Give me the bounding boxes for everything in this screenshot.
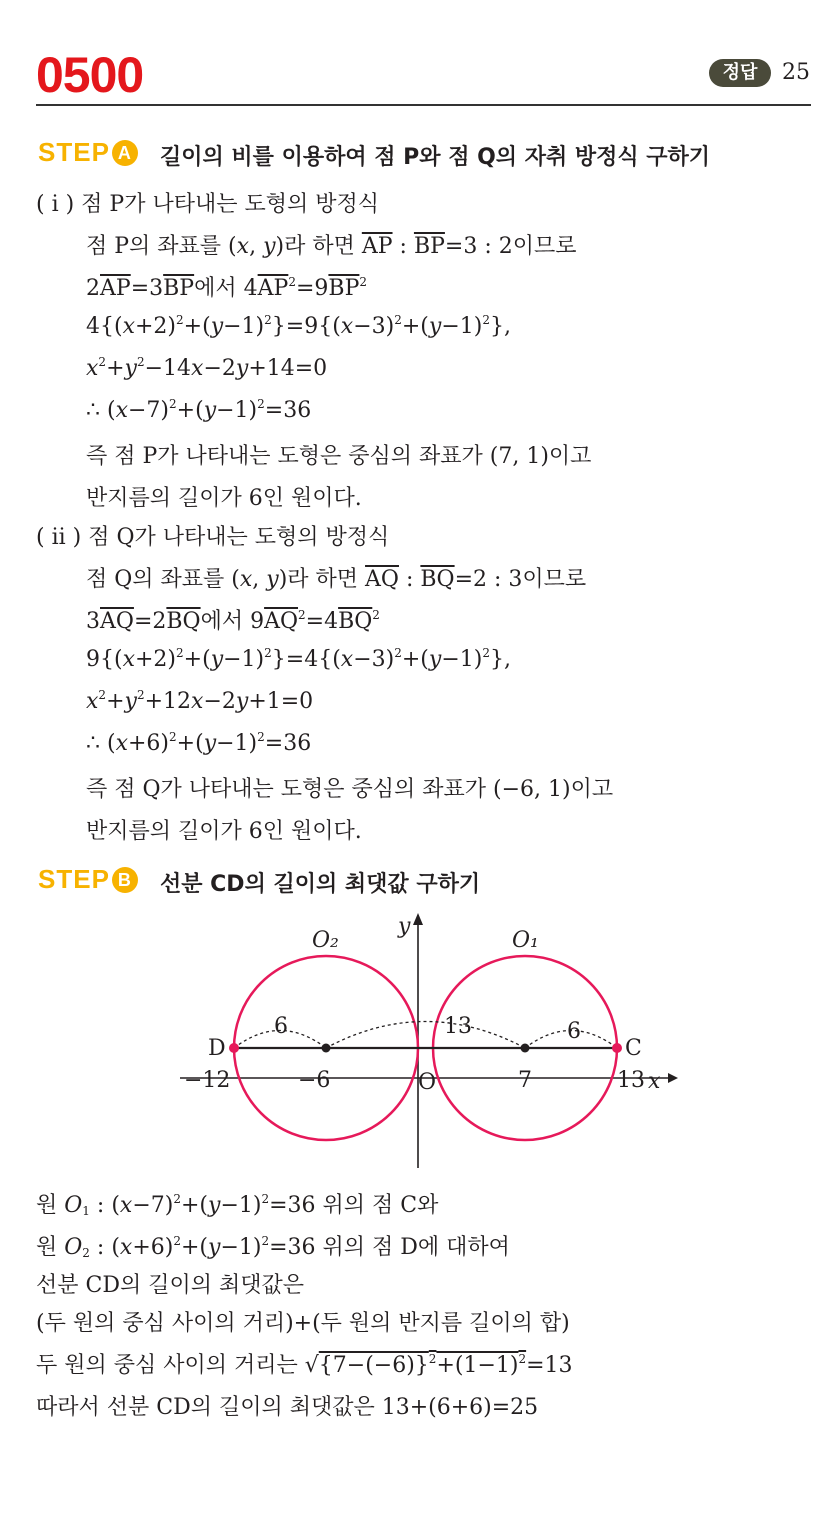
- dist-arc-mid: [326, 1022, 525, 1049]
- step-b-label: STEP B: [38, 864, 138, 895]
- label-o1: O₁: [512, 928, 539, 953]
- step-a-line: 점 Q의 좌표를 (x, y)라 하면 $\overline{AQ}$ : $\overline{BQ}=2$ : 3이므로: [86, 567, 587, 592]
- label-dist-right: 6: [567, 1019, 581, 1044]
- step-b-line: 두 원의 중심 사이의 거리는 $√\{7-(-6)\}^2+(1-1)^2=13$: [36, 1352, 573, 1378]
- point-d: [229, 1043, 239, 1053]
- label-origin: O: [418, 1070, 437, 1095]
- center-o1-point: [521, 1044, 530, 1053]
- label-dist-left: 6: [274, 1014, 288, 1039]
- step-a-title: 길이의 비를 이용하여 점 P와 점 Q의 자취 방정식 구하기: [160, 145, 711, 170]
- answer-value: 25: [782, 60, 810, 85]
- step-b-line: 선분 CD의 길이의 최댓값은: [36, 1273, 304, 1298]
- step-b-letter: B: [112, 867, 138, 893]
- step-a-line: ( i ) 점 P가 나타내는 도형의 방정식: [36, 192, 379, 217]
- center-o2-point: [322, 1044, 331, 1053]
- label-o2: O₂: [312, 928, 339, 953]
- point-c: [612, 1043, 622, 1053]
- step-a-line: $9\{(x+2)^2+(y-1)^2\}=4\{(x-3)^2+(y-1)^2\}$,: [86, 646, 511, 672]
- step-b-line: 원 $O_2$ : $(x+6)^2+(y-1)^2=36$ 위의 점 D에 대하여: [36, 1234, 510, 1260]
- step-a-line: ∴ $(x+6)^2+(y-1)^2=36$: [86, 730, 312, 756]
- circles-figure: [170, 905, 680, 1177]
- step-a-line: 반지름의 길이가 6인 원이다.: [86, 819, 362, 844]
- step-b-line: 따라서 선분 CD의 길이의 최댓값은 13+(6+6)=25: [36, 1395, 539, 1420]
- step-a-line: 반지름의 길이가 6인 원이다.: [86, 486, 362, 511]
- step-a-label: STEP A: [38, 137, 138, 168]
- step-a-letter: A: [112, 140, 138, 166]
- y-axis-arrow: [413, 913, 423, 925]
- label-y-axis: y: [398, 914, 411, 939]
- answer-badge: 정답: [709, 59, 771, 87]
- label-d: D: [208, 1036, 226, 1061]
- step-a-line: ( ii ) 점 Q가 나타내는 도형의 방정식: [36, 525, 390, 550]
- step-a-line: $3\overline{AQ}=2\overline{BQ}$에서 $9\overline{AQ}^2=4\overline{BQ}^2$: [86, 608, 380, 634]
- header-divider: [36, 104, 811, 106]
- step-a-line: $x^2+y^2-14x-2y+14=0$: [86, 355, 328, 381]
- step-a-line: ∴ $(x-7)^2+(y-1)^2=36$: [86, 397, 312, 423]
- label-x-axis: x: [648, 1069, 661, 1094]
- tick-minus-12: −12: [184, 1068, 231, 1093]
- label-dist-mid: 13: [444, 1014, 472, 1039]
- step-a-line: $x^2+y^2+12x-2y+1=0$: [86, 688, 314, 714]
- step-a-line: 즉 점 Q가 나타내는 도형은 중심의 좌표가 (−6, 1)이고: [86, 777, 614, 802]
- step-a-line: $2\overline{AP}=3\overline{BP}$에서 $4\overline{AP}^2=9\overline{BP}^2$: [86, 275, 368, 301]
- tick-13: 13: [617, 1068, 645, 1093]
- step-b-title: 선분 CD의 길이의 최댓값 구하기: [160, 872, 481, 897]
- label-c: C: [625, 1036, 642, 1061]
- x-axis-arrow: [668, 1073, 678, 1083]
- step-a-line: 즉 점 P가 나타내는 도형은 중심의 좌표가 (7, 1)이고: [86, 444, 592, 469]
- step-b-line: (두 원의 중심 사이의 거리)+(두 원의 반지름 길이의 합): [36, 1311, 570, 1336]
- step-a-line: $4\{(x+2)^2+(y-1)^2\}=9\{(x-3)^2+(y-1)^2\}$,: [86, 313, 511, 339]
- step-a-line: 점 P의 좌표를 (x, y)라 하면 $\overline{AP}$ : $\overline{BP}=3$ : 2이므로: [86, 234, 577, 259]
- problem-number: 0500: [36, 47, 144, 103]
- tick-minus-6: −6: [298, 1068, 331, 1093]
- step-b-line: 원 $O_1$ : $(x-7)^2+(y-1)^2=36$ 위의 점 C와: [36, 1192, 439, 1218]
- tick-7: 7: [518, 1068, 532, 1093]
